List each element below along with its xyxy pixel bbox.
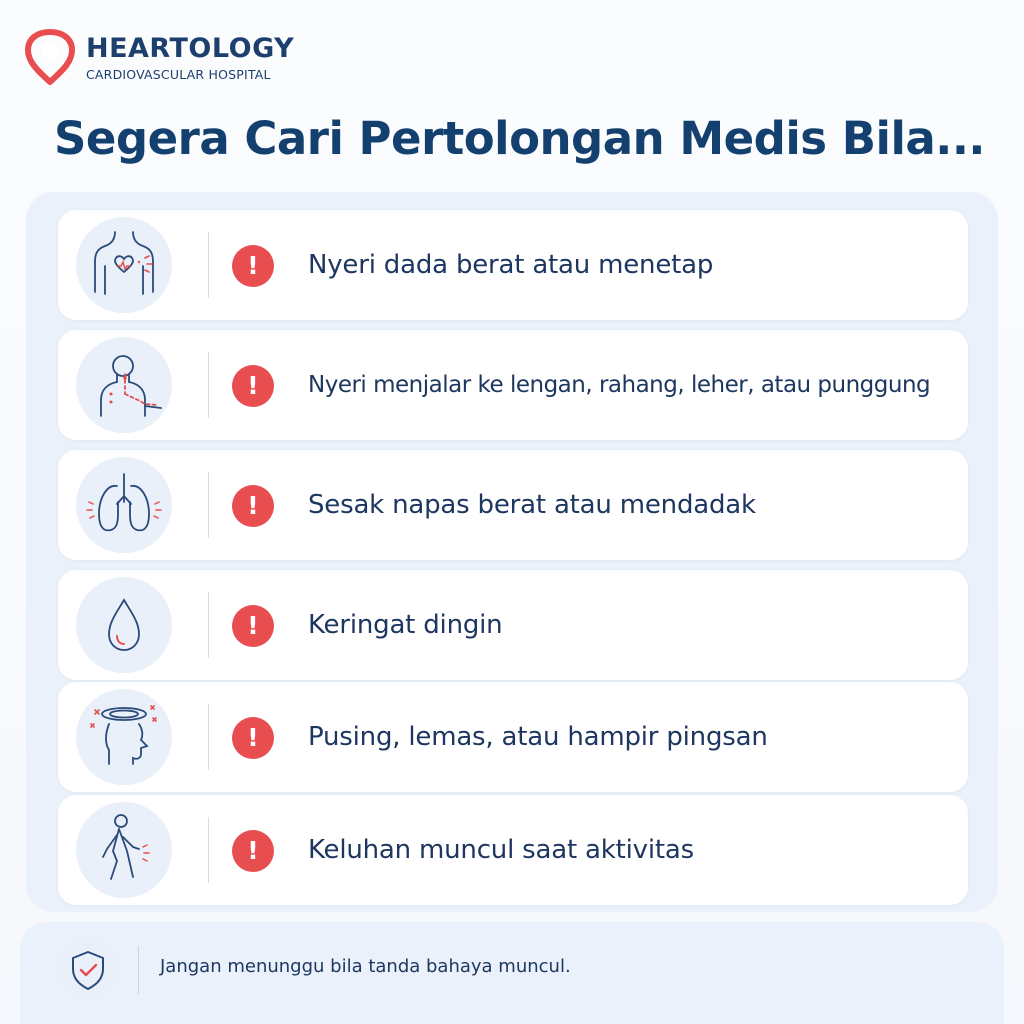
footer-message: Jangan menunggu bila tanda bahaya muncul.: [160, 956, 571, 977]
dizzy-head-icon: [81, 694, 167, 780]
brand-name: HEARTOLOGY: [86, 32, 295, 64]
icon-badge: [76, 337, 172, 433]
page-title: Segera Cari Pertolongan Medis Bila...: [54, 112, 986, 165]
brand-logo: [22, 28, 294, 86]
sweat-drop-icon: [81, 582, 167, 668]
shield-check-icon: [65, 947, 111, 993]
alert-icon: !: [232, 605, 274, 647]
card-divider: [208, 817, 209, 883]
symptom-text: Nyeri dada berat atau menetap: [308, 250, 714, 280]
card-divider: [208, 704, 209, 770]
card-divider: [208, 232, 209, 298]
symptom-card: [58, 210, 968, 320]
heart-location-pin-icon: [22, 28, 78, 86]
icon-badge: [56, 938, 120, 1002]
alert-icon: !: [232, 485, 274, 527]
icon-badge: [76, 577, 172, 673]
symptom-text: Nyeri menjalar ke lengan, rahang, leher, atau punggung: [308, 372, 931, 398]
alert-icon: !: [232, 245, 274, 287]
symptom-card: [58, 795, 968, 905]
symptom-text: Keringat dingin: [308, 610, 503, 640]
brand-subtitle: CARDIOVASCULAR HOSPITAL: [86, 66, 271, 82]
symptom-card: [58, 570, 968, 680]
alert-icon: !: [232, 365, 274, 407]
symptom-card: [58, 450, 968, 560]
card-divider: [208, 352, 209, 418]
symptom-text: Pusing, lemas, atau hampir pingsan: [308, 722, 768, 752]
alert-icon: !: [232, 830, 274, 872]
symptom-text: Sesak napas berat atau mendadak: [308, 490, 756, 520]
icon-badge: [76, 217, 172, 313]
icon-badge: [76, 457, 172, 553]
walking-person-icon: [81, 807, 167, 893]
radiating-pain-icon: [81, 342, 167, 428]
card-divider: [208, 592, 209, 658]
icon-badge: [76, 689, 172, 785]
footer-divider: [138, 946, 139, 994]
symptom-card: [58, 330, 968, 440]
card-divider: [208, 472, 209, 538]
icon-badge: [76, 802, 172, 898]
symptom-card: [58, 682, 968, 792]
chest-pain-icon: [81, 222, 167, 308]
lungs-icon: [81, 462, 167, 548]
symptom-text: Keluhan muncul saat aktivitas: [308, 835, 694, 865]
footer-banner: [20, 922, 1004, 1024]
alert-icon: !: [232, 717, 274, 759]
